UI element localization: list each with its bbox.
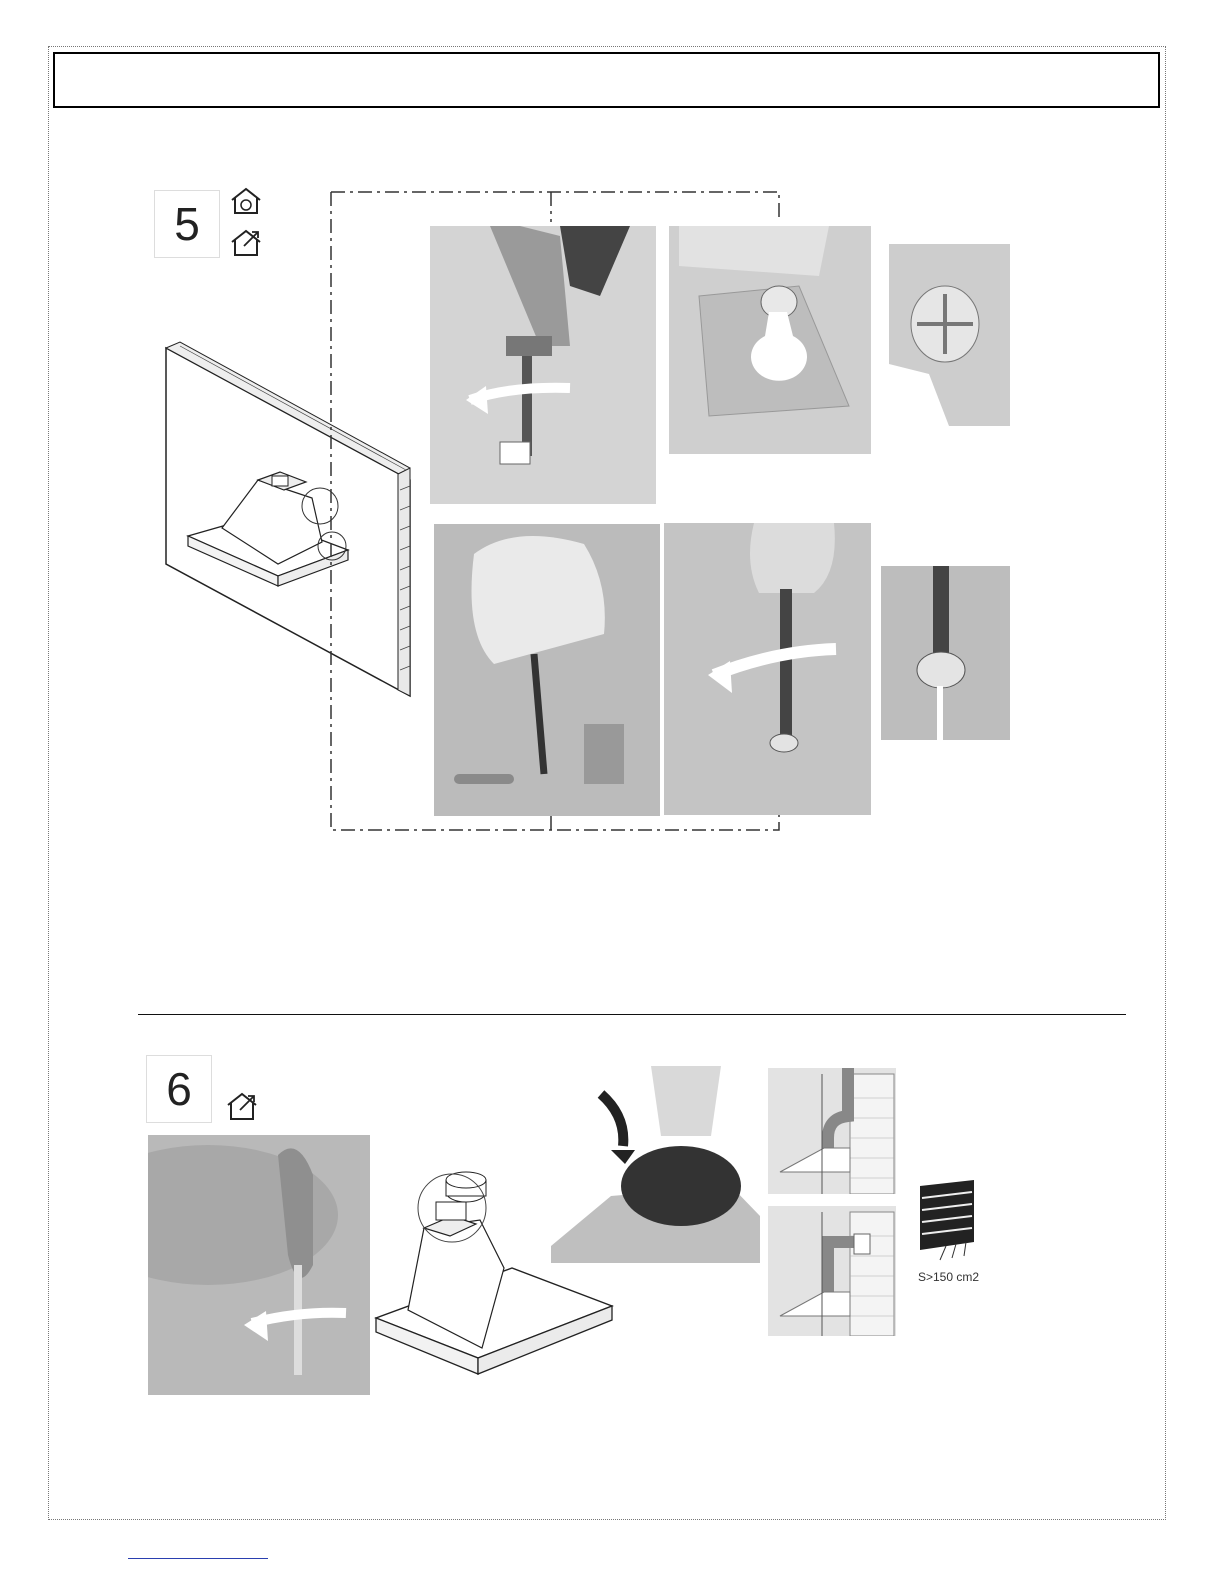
footer-link-underline [128,1558,268,1559]
photo-screw-closeup-top [889,244,1010,426]
step-5-number: 5 [154,190,220,258]
diagram-duct-wall-bottom [768,1206,896,1336]
section-divider [138,1014,1126,1015]
diagram-duct-wall-top [768,1068,896,1194]
photo-duct-fitting [551,1066,760,1263]
photo-screwdriver-turn [664,523,871,815]
photo-hand-screwdriver [434,524,660,816]
step-6-number: 6 [146,1055,212,1123]
header-box [53,52,1160,108]
photo-screw-closeup-bottom [881,566,1010,740]
photo-drill-bracket [430,226,656,504]
photo-keyhole-bracket [669,226,871,454]
vent-area-label: S>150 cm2 [918,1270,980,1284]
ducted-hood-icon [224,1088,262,1122]
photo-remove-screw [148,1135,370,1395]
vent-grille-drawing [916,1180,988,1264]
ducted-hood-icon [228,226,266,258]
recirculation-hood-icon [228,186,264,216]
